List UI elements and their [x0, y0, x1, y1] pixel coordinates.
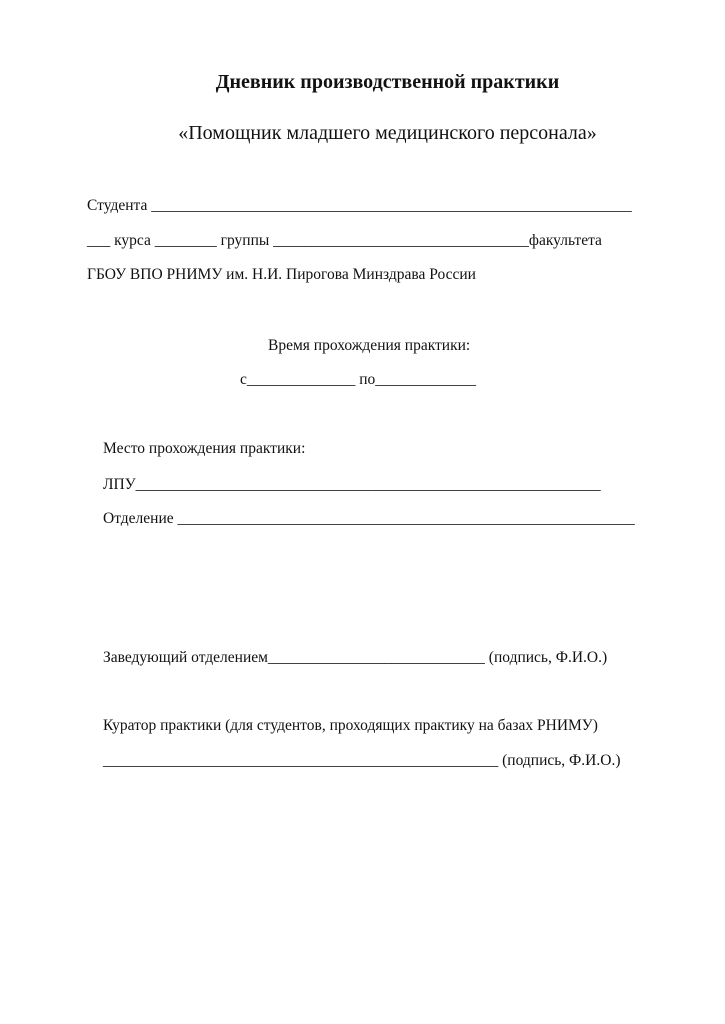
place-heading: Место прохождения практики:: [103, 440, 306, 457]
department-line: Отделение ___________________________________________________________: [103, 510, 635, 527]
department-head-signature-line: Заведующий отделением____________________________ (подпись, Ф.И.О.): [103, 649, 608, 666]
period-heading: Время прохождения практики:: [268, 337, 471, 354]
institution-line: ГБОУ ВПО РНИМУ им. Н.И. Пирогова Минздрава России: [87, 266, 476, 283]
document-subtitle: «Помощник младшего медицинского персонала»: [178, 122, 597, 144]
student-line: Студента ______________________________________________________________: [87, 197, 632, 214]
document-title: Дневник производственной практики: [215, 71, 560, 93]
curator-signature-line: ___________________________________________________ (подпись, Ф.И.О.): [103, 752, 621, 769]
curator-heading: Куратор практики (для студентов, проходящих практику на базах РНИМУ): [103, 717, 598, 734]
lpu-line: ЛПУ____________________________________________________________: [103, 476, 601, 493]
period-dates-line: с______________ по_____________: [240, 371, 477, 388]
course-group-faculty-line: ___ курса ________ группы _________________________________факультета: [87, 232, 602, 249]
